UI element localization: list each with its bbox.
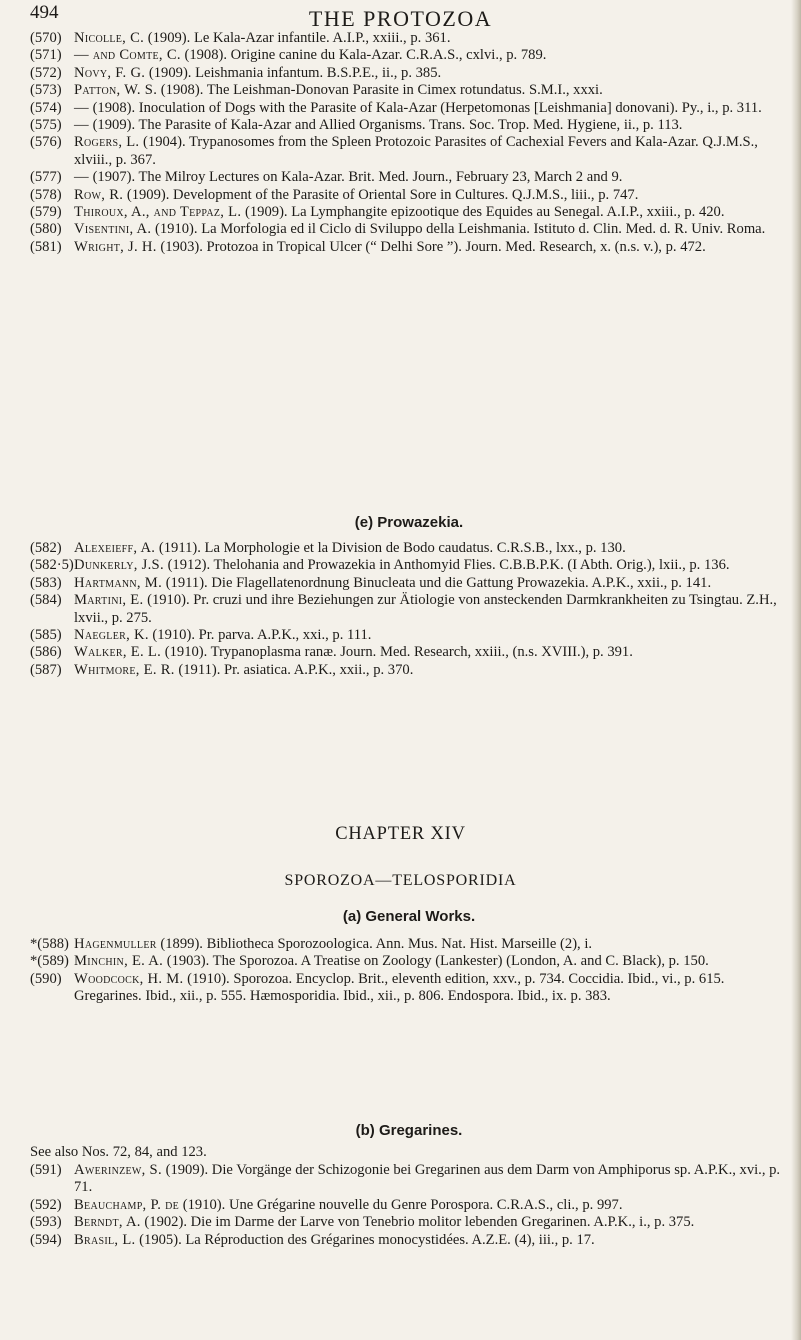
reference-author: Brasil, L.	[74, 1231, 136, 1248]
reference-text: (1912). Thelohania and Prowazekia in Anthomyid Flies. C.B.B.P.K. (I Abth. Orig.), lxii., p. 136.	[167, 557, 730, 574]
reference-entry	[30, 117, 788, 134]
reference-number: (582)	[30, 540, 62, 556]
see-also-text: See also Nos. 72, 84, and 123.	[30, 1144, 207, 1160]
reference-entry	[30, 1232, 788, 1249]
reference-author: Wright, J. H.	[74, 238, 157, 255]
reference-entry	[30, 662, 788, 679]
reference-number: (571)	[30, 47, 62, 64]
reference-list-prowazekia	[30, 540, 788, 679]
reference-text: (1903). The Sporozoa. A Treatise on Zoology (Lankester) (London, A. and C. Black), p. 150.	[166, 953, 709, 970]
reference-text: (1902). Die im Darme der Larve von Tenebrio molitor lebenden Gregarinen. A.P.K., i., p. 375.	[144, 1214, 695, 1231]
section-heading-general-works	[30, 908, 788, 925]
reference-entry	[30, 239, 788, 256]
reference-entry	[30, 627, 788, 644]
reference-number: (581)	[30, 238, 62, 255]
reference-number: (574)	[30, 99, 62, 116]
reference-number: (583)	[30, 574, 62, 591]
reference-number: (576)	[30, 134, 62, 151]
reference-number: (577)	[30, 169, 62, 186]
page-edge-shadow	[791, 0, 801, 1340]
reference-entry	[30, 575, 788, 592]
reference-text: (1899). Bibliotheca Sporozoologica. Ann. Mus. Nat. Hist. Marseille (2), i.	[160, 936, 593, 952]
reference-number: (585)	[30, 627, 62, 644]
reference-number: (580)	[30, 221, 62, 238]
reference-author: Rogers, L.	[74, 134, 140, 151]
chapter-number: CHAPTER XIV	[335, 824, 466, 844]
chapter-title: SPOROZOA—TELOSPORIDIA	[284, 872, 517, 889]
reference-text: (1909). The Parasite of Kala-Azar and Allied Organisms. Trans. Soc. Trop. Med. Hygiene, ii., p. 113.	[92, 117, 683, 134]
reference-text: (1910). Une Grégarine nouvelle du Genre Porospora. C.R.A.S., cli., p. 997.	[182, 1196, 623, 1213]
reference-number: (573)	[30, 82, 62, 99]
reference-entry	[30, 936, 788, 953]
reference-number: *(588)	[30, 936, 69, 952]
reference-text: (1907). The Milroy Lectures on Kala-Azar. Brit. Med. Journ., February 23, March 2 and 9.	[92, 169, 623, 186]
reference-author: —	[74, 169, 89, 186]
reference-text: (1903). Protozoa in Tropical Ulcer (“ Delhi Sore ”). Journ. Med. Research, x. (n.s. v.), p. 472.	[160, 238, 706, 255]
section-heading-prowazekia	[30, 514, 788, 531]
reference-number: (578)	[30, 186, 62, 203]
reference-number: (592)	[30, 1196, 62, 1213]
reference-author: Berndt, A.	[74, 1214, 141, 1231]
reference-author: Hartmann, M.	[74, 574, 163, 591]
reference-author: — and Comte, C.	[74, 47, 181, 64]
section-heading: (b) Gregarines.	[355, 1122, 463, 1139]
reference-author: Walker, E. L.	[74, 644, 162, 661]
reference-author: Martini, E.	[74, 592, 144, 609]
reference-entry	[30, 134, 788, 169]
reference-number: (579)	[30, 204, 62, 221]
reference-number: (591)	[30, 1162, 62, 1178]
reference-text: (1909). Die Vorgänge der Schizogonie bei Gregarinen aus dem Darm von Amphiporus sp. A.P.K., xvi., p. 71.	[74, 1162, 781, 1196]
reference-entry	[30, 187, 788, 204]
reference-text: (1911). Die Flagellatenordnung Binucleata und die Gattung Prowazekia. A.P.K., xxii., p. 141.	[165, 574, 712, 591]
section-heading: (e) Prowazekia.	[354, 514, 464, 531]
reference-author: Woodcock, H. M.	[74, 970, 184, 987]
reference-text: (1910). Pr. parva. A.P.K., xxi., p. 111.	[152, 627, 372, 644]
reference-author: Nicolle, C.	[74, 30, 145, 46]
reference-author: Patton, W. S.	[74, 82, 158, 99]
reference-entry	[30, 221, 788, 238]
reference-entry	[30, 30, 788, 47]
reference-entry	[30, 557, 788, 574]
reference-author: Visentini, A.	[74, 221, 152, 238]
reference-list-general-works	[30, 936, 788, 1006]
reference-entry	[30, 100, 788, 117]
reference-author: Alexeieff, A.	[74, 540, 156, 556]
reference-author: —	[74, 117, 89, 134]
reference-author: Beauchamp, P. de	[74, 1196, 180, 1213]
reference-entry	[30, 65, 788, 82]
reference-number: (587)	[30, 661, 62, 678]
running-head: THE PROTOZOA	[308, 6, 493, 31]
reference-entry	[30, 644, 788, 661]
reference-text: (1908). The Leishman-Donovan Parasite in Cimex rotundatus. S.M.I., xxxi.	[160, 82, 603, 99]
reference-entry	[30, 1162, 788, 1197]
see-also-note	[30, 1144, 788, 1161]
reference-entry	[30, 204, 788, 221]
reference-entry	[30, 971, 788, 1006]
reference-number: (590)	[30, 970, 62, 987]
reference-text: (1911). Pr. asiatica. A.P.K., xxii., p. 370.	[178, 661, 414, 678]
reference-text: (1909). La Lymphangite epizootique des Equides au Senegal. A.I.P., xxiii., p. 420.	[245, 204, 725, 221]
reference-author: Awerinzew, S.	[74, 1162, 162, 1178]
reference-author: Dunkerly, J.S.	[74, 557, 164, 574]
reference-number: *(589)	[30, 953, 69, 970]
reference-number: (593)	[30, 1214, 62, 1231]
reference-author: Novy, F. G.	[74, 64, 146, 81]
reference-author: Whitmore, E. R.	[74, 661, 175, 678]
reference-entry	[30, 47, 788, 64]
reference-entry	[30, 1197, 788, 1214]
reference-text: (1905). La Réproduction des Grégarines monocystidées. A.Z.E. (4), iii., p. 17.	[139, 1231, 595, 1248]
reference-entry	[30, 169, 788, 186]
reference-author: —	[74, 99, 89, 116]
reference-entry	[30, 82, 788, 99]
reference-number: (570)	[30, 30, 62, 46]
reference-text: (1909). Leishmania infantum. B.S.P.E., ii., p. 385.	[148, 64, 442, 81]
reference-number: (586)	[30, 644, 62, 661]
reference-list-gregarines	[30, 1162, 788, 1249]
reference-author: Naegler, K.	[74, 627, 149, 644]
reference-author: Row, R.	[74, 186, 124, 203]
reference-text: (1910). Sporozoa. Encyclop. Brit., eleventh edition, xxv., p. 734. Coccidia. Ibid., vi., p. 615. Gregarines. Ibid., xii., p. 555. Hæmosporidia. Ibid., xii., p. 806. Endospora. Ibid., ix. p. 383.	[74, 970, 725, 1005]
reference-number: (572)	[30, 64, 62, 81]
reference-text: (1910). Trypanoplasma ranæ. Journ. Med. Research, xxiii., (n.s. XVIII.), p. 391.	[164, 644, 633, 661]
section-heading-gregarines	[30, 1122, 788, 1139]
page-number: 494	[30, 2, 59, 23]
reference-number: (575)	[30, 117, 62, 134]
reference-number: (594)	[30, 1231, 62, 1248]
reference-text: (1908). Origine canine du Kala-Azar. C.R.A.S., cxlvi., p. 789.	[184, 47, 547, 64]
reference-author: Hagenmuller	[74, 936, 157, 952]
reference-author: Minchin, E. A.	[74, 953, 164, 970]
reference-list-leishmania	[30, 30, 788, 256]
reference-text: (1909). Le Kala-Azar infantile. A.I.P., xxiii., p. 361.	[147, 30, 451, 46]
reference-number: (582·5)	[30, 557, 74, 574]
reference-number: (584)	[30, 592, 62, 609]
reference-text: (1910). Pr. cruzi und ihre Beziehungen zur Ätiologie von ansteckenden Darmkrankheiten zu Tsingtau. Z.H., lxvii., p. 275.	[74, 592, 777, 626]
reference-entry	[30, 953, 788, 970]
reference-entry	[30, 592, 788, 627]
reference-entry	[30, 1214, 788, 1231]
section-heading: (a) General Works.	[342, 908, 476, 925]
reference-entry	[30, 540, 788, 557]
reference-text: (1904). Trypanosomes from the Spleen Protozoic Parasites of Cachexial Fevers and Kala-Azar. Q.J.M.S., xlviii., p. 367.	[74, 134, 758, 168]
reference-text: (1910). La Morfologia ed il Ciclo di Sviluppo della Leishmania. Istituto d. Clin. Med. d. R. Univ. Roma.	[155, 221, 766, 238]
reference-text: (1909). Development of the Parasite of Oriental Sore in Cultures. Q.J.M.S., liii., p. 747.	[126, 186, 639, 203]
reference-text: (1908). Inoculation of Dogs with the Parasite of Kala-Azar (Herpetomonas [Leishmania] donovani). Py., i., p. 311.	[92, 99, 762, 116]
reference-author: Thiroux, A., and Teppaz, L.	[74, 204, 242, 221]
reference-text: (1911). La Morphologie et la Division de Bodo caudatus. C.R.S.B., lxx., p. 130.	[158, 540, 626, 556]
